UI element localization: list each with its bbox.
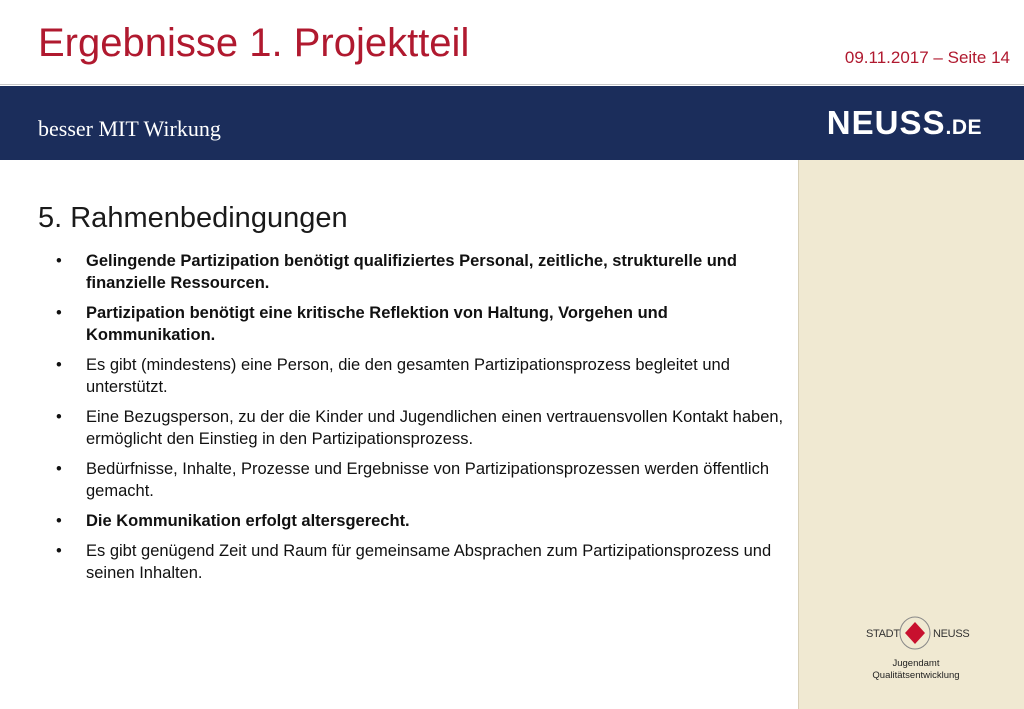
logo-tld: .DE xyxy=(945,116,982,139)
bullet-icon: • xyxy=(56,304,62,322)
neuss-de-logo xyxy=(827,104,982,142)
bullet-icon: • xyxy=(56,356,62,374)
bullet-text: Die Kommunikation erfolgt altersgerecht. xyxy=(86,512,410,530)
department-label: Jugendamt xyxy=(892,658,940,669)
bullet-icon: • xyxy=(56,252,62,270)
bullet-item xyxy=(56,458,786,502)
bullet-text: Es gibt (mindestens) eine Person, die den gesamten Partizipationsprozess begleitet und unterstützt. xyxy=(86,356,730,396)
date-and-page-number: 09.11.2017 – Seite 14 xyxy=(844,48,1010,67)
stadt-label: STADT xyxy=(866,628,900,640)
bullet-list xyxy=(56,250,786,592)
bullet-text: Bedürfnisse, Inhalte, Prozesse und Ergebnisse von Partizipationsprozessen werden öffentlich gemacht. xyxy=(86,460,770,500)
bullet-item xyxy=(56,406,786,450)
unit-label: Qualitätsentwicklung xyxy=(872,670,960,681)
bullet-icon: • xyxy=(56,542,62,560)
brand-band xyxy=(0,86,1024,160)
bullet-icon: • xyxy=(56,408,62,426)
page-title: Ergebnisse 1. Projektteil xyxy=(38,21,470,65)
bullet-text: Eine Bezugsperson, zu der die Kinder und Jugendlichen einen vertrauensvollen Kontakt haben, ermöglicht den Einstieg in den Partizipationsprozess. xyxy=(86,408,784,448)
tagline: besser MIT Wirkung xyxy=(38,116,221,141)
bullet-text: Partizipation benötigt eine kritische Reflektion von Haltung, Vorgehen und Kommunikation. xyxy=(86,304,668,344)
city-emblem-icon xyxy=(899,616,931,650)
bullet-text: Gelingende Partizipation benötigt qualifiziertes Personal, zeitliche, strukturelle und finanzielle Ressourcen. xyxy=(86,252,737,292)
bullet-icon: • xyxy=(56,460,62,478)
bullet-item xyxy=(56,250,786,294)
bullet-text: Es gibt genügend Zeit und Raum für gemeinsame Absprachen zum Partizipationsprozess und seinen Inhalten. xyxy=(86,542,772,582)
bullet-icon: • xyxy=(56,512,62,530)
section-heading: 5. Rahmenbedingungen xyxy=(38,202,348,234)
stadt-neuss-logo xyxy=(851,616,981,686)
neuss-label: NEUSS xyxy=(933,628,970,640)
header-divider xyxy=(0,84,1024,85)
bullet-item xyxy=(56,302,786,346)
logo-wordmark: NEUSS xyxy=(826,104,946,141)
bullet-item xyxy=(56,354,786,398)
emblem-diamond xyxy=(905,622,925,644)
bullet-item xyxy=(56,540,786,584)
bullet-item xyxy=(56,510,786,532)
